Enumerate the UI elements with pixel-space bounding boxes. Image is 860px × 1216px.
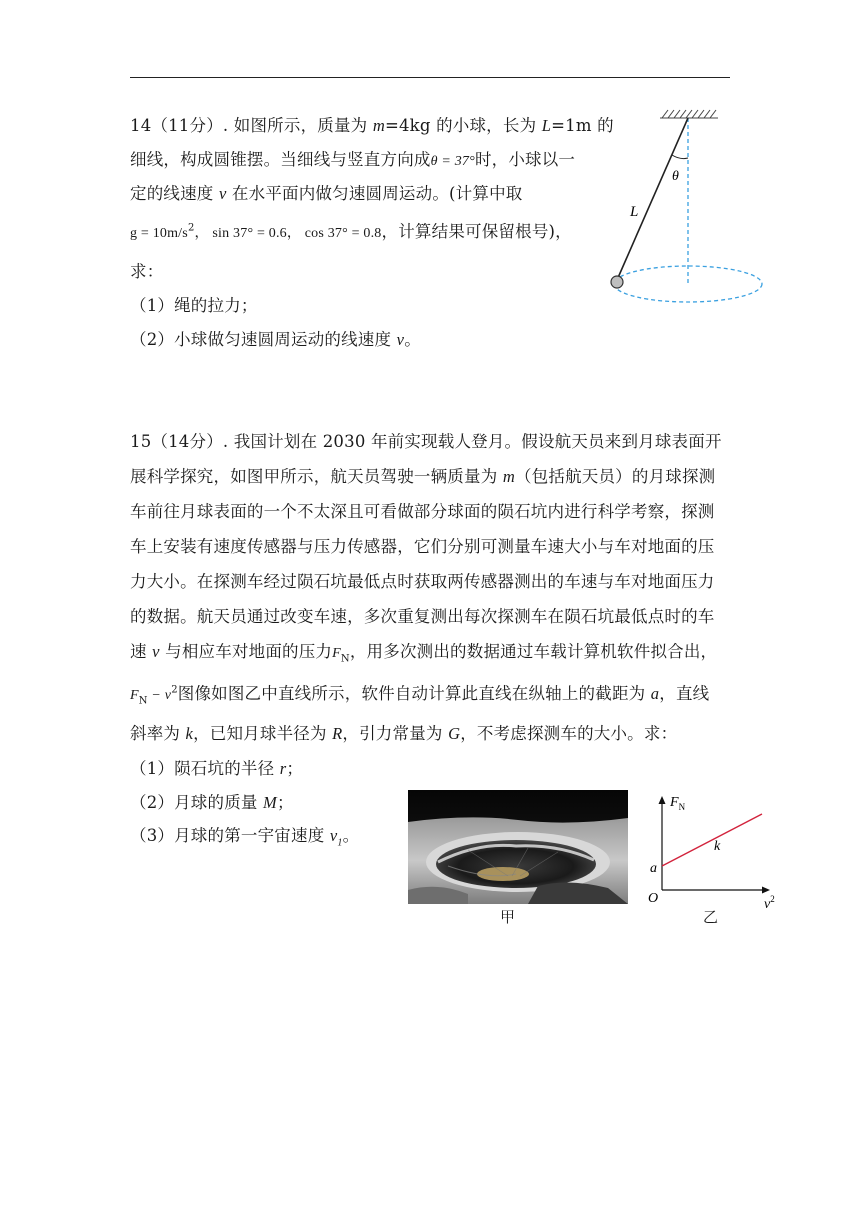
theta-label: θ [672,169,679,184]
q14-line-1: 14（11分）. 如图所示，质量为 m=4kg 的小球，长为 L=1m 的 [130,116,614,135]
q14-part-1: （1）绳的拉力； [130,296,258,315]
q15-line-8: $F_N - v^2$图像如图乙中直线所示，软件自动计算此直线在纵轴上的截距为 a，直线 [130,684,710,707]
origin-label: O [648,891,659,906]
x-arrow [762,887,770,894]
q14-part-2: （2）小球做匀速圆周运动的线速度 v。 [130,330,421,349]
crater-photo [408,790,628,904]
q15-line-1: 15（14分）. 我国计划在 2030 年前实现载人登月。假设航天员来到月球表面开 [130,432,722,451]
q15-part-2: （2）月球的质量 M； [130,793,294,812]
intercept-label: a [650,861,657,876]
q15-line-4: 车上安装有速度传感器与压力传感器，它们分别可测量车速大小与车对地面的压 [130,537,715,556]
ball [611,276,623,288]
q14-line-5: 求： [130,262,164,281]
q15-part-1: （1）陨石坑的半径 r； [130,759,304,778]
fn-v2-graph [640,790,790,910]
x-axis-label: $v^2$ [764,894,775,910]
q15-part-3: （3）月球的第一宇宙速度 $v_1$。 [130,826,360,849]
figure-jia-caption: 甲 [500,908,516,926]
q14-line-2: 细线，构成圆锥摆。当细线与竖直方向成θ = 37°时，小球以一 [130,150,576,169]
q14-line-3: 定的线速度 v 在水平面内做匀速圆周运动。(计算中取 [130,184,523,203]
header-rule [130,77,730,78]
q15-line-5: 力大小。在探测车经过陨石坑最低点时获取两传感器测出的车速与车对地面压力 [130,572,715,591]
fit-line [662,814,762,866]
q15-line-2: 展科学探究，如图甲所示，航天员驾驶一辆质量为 m（包括航天员）的月球探测 [130,467,716,486]
ceiling-hatch [660,110,718,118]
conical-pendulum-figure [600,108,780,308]
q15-line-3: 车前往月球表面的一个不太深且可看做部分球面的陨石坑内进行科学考察，探测 [130,502,715,521]
q15-line-7: 速 v 与相应车对地面的压力$F_N$，用多次测出的数据通过车载计算机软件拟合出， [130,642,718,665]
slope-label: k [714,839,721,854]
figure-yi-caption: 乙 [703,908,719,926]
q15-line-6: 的数据。航天员通过改变车速，多次重复测出每次探测车在陨石坑最低点时的车 [130,607,715,626]
y-axis-label: $F_N$ [670,795,686,812]
q15-line-9: 斜率为 k，已知月球半径为 R，引力常量为 G，不考虑探测车的大小。求： [130,724,678,743]
length-label: L [630,204,639,220]
q14-line-4: $g = 10m/s^2$， sin 37° = 0.6， cos 37° = 0.8，计算结果可保留根号)， [130,222,572,241]
y-arrow [659,796,666,804]
angle-arc [672,155,688,159]
string [617,118,688,280]
